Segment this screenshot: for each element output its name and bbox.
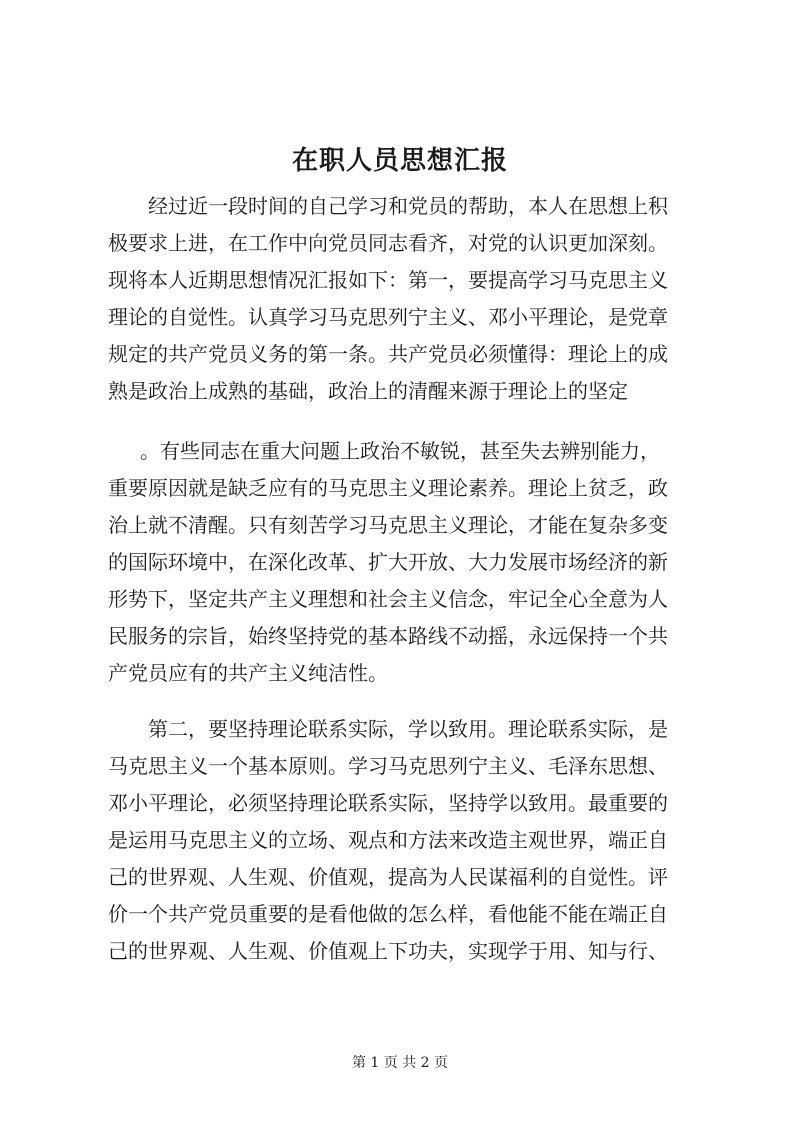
body-line: 是运用马克思主义的立场、观点和方法来改造主观世界，端正自 bbox=[108, 828, 668, 852]
body-line: 理论的自觉性。认真学习马克思列宁主义、邓小平理论，是党章 bbox=[108, 305, 668, 329]
body-line: 。有些同志在重大问题上政治不敏锐，甚至失去辨别能力， bbox=[140, 439, 660, 463]
body-line: 极要求上进，在工作中向党员同志看齐，对党的认识更加深刻。 bbox=[108, 231, 668, 255]
body-line: 治上就不清醒。只有刻苦学习马克思主义理论，才能在复杂多变 bbox=[108, 513, 668, 537]
body-line: 重要原因就是缺乏应有的马克思主义理论素养。理论上贫乏，政 bbox=[108, 476, 668, 500]
body-line: 马克思主义一个基本原则。学习马克思列宁主义、毛泽东思想、 bbox=[108, 754, 668, 778]
body-line: 规定的共产党员义务的第一条。共产党员必须懂得：理论上的成 bbox=[108, 342, 668, 366]
body-line: 民服务的宗旨，始终坚持党的基本路线不动摇，永远保持一个共 bbox=[108, 624, 668, 648]
body-line: 邓小平理论，必须坚持理论联系实际，坚持学以致用。最重要的 bbox=[108, 791, 668, 815]
body-line: 己的世界观、人生观、价值观上下功夫，实现学于用、知与行、 bbox=[108, 939, 668, 963]
body-line: 的国际环境中，在深化改革、扩大开放、大力发展市场经济的新 bbox=[108, 550, 668, 574]
body-line: 现将本人近期思想情况汇报如下：第一，要提高学习马克思主义 bbox=[108, 268, 668, 292]
page-footer: 第 1 页 共 2 页 bbox=[351, 1055, 449, 1071]
body-line: 熟是政治上成熟的基础，政治上的清醒来源于理论上的坚定 bbox=[108, 379, 628, 403]
body-line: 产党员应有的共产主义纯洁性。 bbox=[108, 661, 388, 685]
body-line: 价一个共产党员重要的是看他做的怎么样，看他能不能在端正自 bbox=[108, 902, 668, 926]
document-title: 在职人员思想汇报 bbox=[291, 146, 508, 176]
body-line: 己的世界观、人生观、价值观，提高为人民谋福利的自觉性。评 bbox=[108, 865, 668, 889]
body-line: 第二，要坚持理论联系实际，学以致用。理论联系实际，是 bbox=[148, 717, 668, 741]
body-line: 经过近一段时间的自己学习和党员的帮助，本人在思想上积 bbox=[148, 194, 668, 218]
body-line: 形势下，坚定共产主义理想和社会主义信念，牢记全心全意为人 bbox=[108, 587, 668, 611]
